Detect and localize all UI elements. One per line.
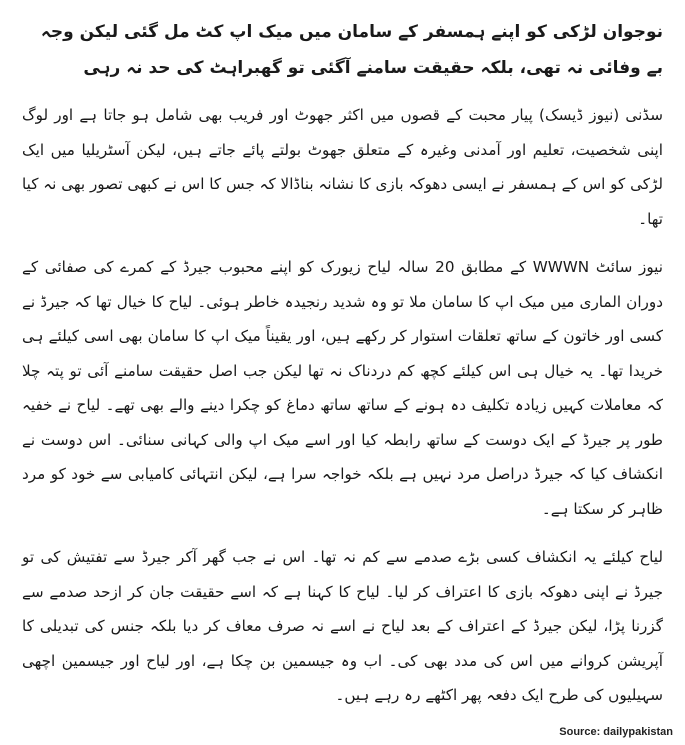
source-credit: Source: dailypakistan [559, 726, 673, 738]
article-paragraph-confession: لیاح کیلئے یہ انکشاف کسی بڑے صدمے سے کم نہ تھا۔ اس نے جب گھر آکر جیرڈ سے تفتیش کی تو جیرڈ نے اپنی دھوکہ بازی کا اعتراف کر لیا۔ لیاح کا کہنا ہے کہ اسے حقیقت جان کر ازحد صدمے سے گزرنا پڑا، لیکن جیرڈ کے اعتراف کے بعد لیاح نے اسے نہ صرف معاف کر دیا بلکہ جنس کی تبدیلی کا آپریشن کروانے میں اس کی مدد بھی کی۔ اب وہ جیسمین بن چکا ہے، اور لیاح اور جیسمین اچھی سہیلیوں کی طرح ایک دفعہ پھر اکٹھے رہ رہے ہیں۔ [22, 548, 663, 704]
article-paragraph-discovery: نیوز سائٹ WWWN کے مطابق 20 سالہ لیاح زیورک کو اپنے محبوب جیرڈ کے کمرے کی صفائی کے دوران الماری میں میک اپ کا سامان ملا تو وہ شدید رنجیدہ خاطر ہوئی۔ لیاح کا خیال تھا کہ جیرڈ نے کسی اور خاتون کے ساتھ تعلقات استوار کر رکھے ہیں، اور یقیناً میک اپ کا سامان بھی اسی کیلئے ہی خریدا تھا۔ یہ خیال ہی اس کیلئے کچھ کم دردناک نہ تھا لیکن جب اصل حقیقت سامنے آئی تو پتہ چلا کہ معاملات کہیں زیادہ تکلیف دہ ہونے کے ساتھ ساتھ دماغ کو چکرا دینے والے بھی تھے۔ لیاح نے خفیہ طور پر جیرڈ کے ایک دوست کے ساتھ رابطہ کیا اور اسے میک اپ والی کہانی سنائی۔ اس دوست نے انکشاف کیا کہ جیرڈ دراصل مرد نہیں ہے بلکہ خواجہ سرا ہے، لیکن انتہائی کامیابی سے خود کو مرد ظاہر کر سکتا ہے۔ [22, 258, 663, 518]
article-title: نوجوان لڑکی کو اپنے ہمسفر کے سامان میں میک اپ کٹ مل گئی لیکن وجہ بے وفائی نہ تھی، بلکہ حقیقت سامنے آگئی تو گھبراہٹ کی حد نہ رہی [40, 22, 663, 78]
article-paragraph-intro: سڈنی (نیوز ڈیسک) پیار محبت کے قصوں میں اکثر جھوٹ اور فریب بھی شامل ہو جاتا ہے اور لوگ اپنی شخصیت، تعلیم اور آمدنی وغیرہ کے متعلق جھوٹ بولتے پائے جاتے ہیں، لیکن آسٹریلیا میں ایک لڑکی کو اس کے ہمسفر نے ایسی دھوکہ بازی کا نشانہ بناڈالا کہ جس کا اس نے کبھی تصور بھی نہ کیا تھا۔ [22, 106, 663, 228]
